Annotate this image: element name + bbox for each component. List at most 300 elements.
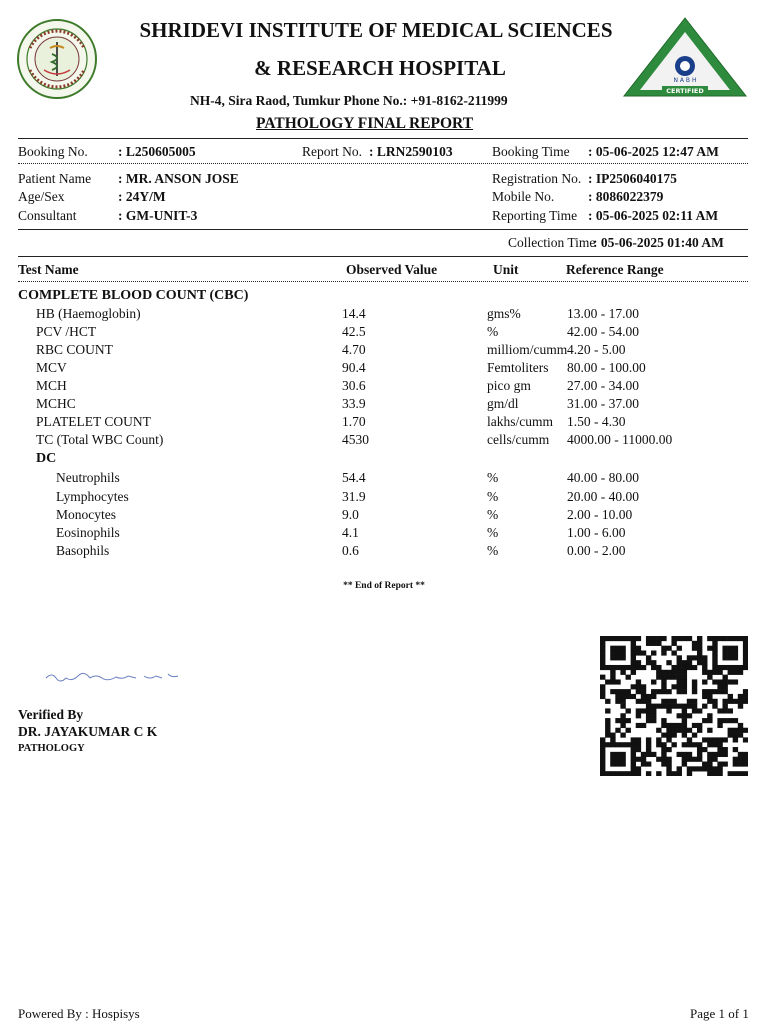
hospital-emblem-logo — [16, 18, 98, 100]
qr-module — [615, 699, 620, 704]
reference-range: 0.00 - 2.00 — [567, 543, 626, 558]
qr-module — [666, 747, 671, 752]
booking-time-label: Booking Time — [492, 144, 570, 159]
qr-module — [656, 737, 661, 742]
qr-module — [682, 689, 687, 694]
qr-module — [728, 728, 733, 733]
qr-module — [733, 737, 738, 742]
qr-module — [743, 665, 748, 670]
qr-module — [671, 665, 676, 670]
qr-module — [722, 699, 727, 704]
qr-module — [636, 650, 641, 655]
qr-module — [677, 660, 682, 665]
qr-module — [682, 670, 687, 675]
qr-module — [702, 737, 707, 742]
qr-module — [722, 646, 727, 651]
qr-module — [697, 766, 702, 771]
qr-module — [641, 689, 646, 694]
qr-module — [717, 762, 722, 767]
qr-module — [743, 636, 748, 641]
qr-module — [636, 747, 641, 752]
qr-module — [677, 689, 682, 694]
qr-module — [631, 771, 636, 776]
qr-module — [620, 771, 625, 776]
reference-range: 2.00 - 10.00 — [567, 507, 633, 522]
qr-module — [651, 641, 656, 646]
unit: % — [487, 489, 499, 504]
qr-module — [733, 728, 738, 733]
qr-module — [626, 689, 631, 694]
qr-module — [631, 766, 636, 771]
qr-module — [661, 646, 666, 651]
qr-module — [687, 757, 692, 762]
reporting-time-label: Reporting Time — [492, 208, 578, 223]
qr-module — [620, 733, 625, 738]
patient-name-label: Patient Name — [18, 171, 92, 186]
qr-module — [646, 742, 651, 747]
qr-module — [687, 771, 692, 776]
qr-module — [656, 665, 661, 670]
qr-module — [707, 694, 712, 699]
qr-module — [712, 641, 717, 646]
qr-module — [702, 747, 707, 752]
qr-module — [712, 757, 717, 762]
qr-module — [626, 675, 631, 680]
qr-module — [636, 636, 641, 641]
qr-module — [620, 757, 625, 762]
qr-module — [702, 704, 707, 709]
qr-module — [682, 713, 687, 718]
qr-module — [738, 757, 743, 762]
qr-module — [671, 728, 676, 733]
qr-module — [636, 766, 641, 771]
qr-module — [702, 660, 707, 665]
qr-module — [661, 699, 666, 704]
qr-module — [738, 723, 743, 728]
reference-range: 31.00 - 37.00 — [567, 396, 639, 411]
qr-module — [697, 747, 702, 752]
qr-module — [615, 742, 620, 747]
age-sex-value: : 24Y/M — [118, 189, 166, 204]
qr-module — [666, 771, 671, 776]
qr-module — [707, 771, 712, 776]
qr-module — [697, 636, 702, 641]
test-name: PCV /HCT — [36, 324, 97, 339]
qr-module — [712, 752, 717, 757]
qr-module — [631, 694, 636, 699]
qr-module — [605, 718, 610, 723]
unit: cells/cumm — [487, 432, 550, 447]
reference-range: 27.00 - 34.00 — [567, 378, 639, 393]
qr-module — [697, 646, 702, 651]
qr-module — [666, 766, 671, 771]
qr-module — [717, 742, 722, 747]
observed-value: 33.9 — [342, 396, 366, 411]
qr-module — [682, 675, 687, 680]
qr-module — [656, 771, 661, 776]
qr-module — [605, 679, 610, 684]
qr-module — [743, 646, 748, 651]
qr-module — [641, 762, 646, 767]
qr-module — [722, 737, 727, 742]
qr-module — [738, 694, 743, 699]
qr-module — [631, 655, 636, 660]
unit: pico gm — [487, 378, 531, 393]
doctor-name: DR. JAYAKUMAR C K — [18, 724, 158, 739]
qr-module — [702, 665, 707, 670]
qr-module — [605, 733, 610, 738]
test-name: MCH — [36, 378, 67, 393]
qr-module — [656, 636, 661, 641]
qr-module — [636, 713, 641, 718]
qr-module — [677, 665, 682, 670]
qr-module — [707, 752, 712, 757]
qr-module — [697, 728, 702, 733]
qr-module — [728, 646, 733, 651]
qr-module — [728, 733, 733, 738]
qr-module — [707, 742, 712, 747]
reference-range: 13.00 - 17.00 — [567, 306, 639, 321]
qr-module — [661, 675, 666, 680]
qr-module — [677, 766, 682, 771]
qr-module — [610, 733, 615, 738]
qr-module — [646, 737, 651, 742]
qr-module — [651, 694, 656, 699]
qr-module — [605, 665, 610, 670]
qr-module — [692, 684, 697, 689]
qr-module — [626, 771, 631, 776]
qr-module — [682, 665, 687, 670]
booking-time-value: : 05-06-2025 12:47 AM — [588, 144, 719, 159]
qr-module — [600, 757, 605, 762]
qr-module — [677, 752, 682, 757]
qr-module — [636, 689, 641, 694]
test-name: RBC COUNT — [36, 342, 113, 357]
qr-module — [605, 771, 610, 776]
qr-module — [641, 699, 646, 704]
qr-module — [733, 747, 738, 752]
qr-module — [707, 718, 712, 723]
qr-module — [722, 655, 727, 660]
qr-module — [702, 718, 707, 723]
qr-module — [661, 689, 666, 694]
qr-module — [707, 728, 712, 733]
qr-module — [743, 757, 748, 762]
qr-module — [661, 718, 666, 723]
qr-module — [646, 713, 651, 718]
qr-module — [728, 718, 733, 723]
qr-module — [646, 747, 651, 752]
qr-module — [610, 675, 615, 680]
qr-module — [722, 762, 727, 767]
qr-module — [717, 771, 722, 776]
observed-value: 4.1 — [342, 525, 359, 540]
qr-module — [666, 646, 671, 651]
qr-module — [626, 718, 631, 723]
qr-module — [666, 737, 671, 742]
qr-module — [661, 704, 666, 709]
qr-module — [687, 655, 692, 660]
badge-certified: CERTIFIED — [666, 87, 704, 95]
col-test-name: Test Name — [18, 262, 79, 277]
qr-module — [728, 694, 733, 699]
qr-module — [677, 771, 682, 776]
qr-module — [687, 660, 692, 665]
qr-module — [692, 742, 697, 747]
qr-module — [733, 718, 738, 723]
qr-module — [615, 694, 620, 699]
qr-module — [631, 737, 636, 742]
qr-module — [661, 684, 666, 689]
qr-module — [722, 665, 727, 670]
qr-module — [646, 718, 651, 723]
qr-module — [743, 771, 748, 776]
qr-module — [733, 670, 738, 675]
qr-module — [682, 728, 687, 733]
test-name: TC (Total WBC Count) — [36, 432, 164, 447]
qr-module — [717, 723, 722, 728]
qr-module — [605, 636, 610, 641]
patient-name-value: : MR. ANSON JOSE — [118, 171, 239, 186]
qr-module — [661, 670, 666, 675]
test-name: PLATELET COUNT — [36, 414, 151, 429]
qr-module — [646, 694, 651, 699]
observed-value: 54.4 — [342, 470, 366, 485]
qr-module — [722, 636, 727, 641]
qr-module — [677, 679, 682, 684]
qr-module — [600, 752, 605, 757]
qr-module — [687, 665, 692, 670]
hospital-name-line1: SHRIDEVI INSTITUTE OF MEDICAL SCIENCES — [139, 18, 613, 42]
reference-range: 4.20 - 5.00 — [567, 342, 626, 357]
qr-module — [733, 762, 738, 767]
qr-module — [615, 636, 620, 641]
qr-module — [636, 757, 641, 762]
observed-value: 42.5 — [342, 324, 366, 339]
qr-module — [733, 733, 738, 738]
qr-code-icon — [600, 636, 748, 776]
qr-module — [733, 699, 738, 704]
qr-module — [692, 708, 697, 713]
qr-module — [600, 762, 605, 767]
qr-module — [692, 704, 697, 709]
qr-module — [717, 718, 722, 723]
test-name: Lymphocytes — [56, 489, 129, 504]
qr-module — [692, 689, 697, 694]
qr-module — [631, 665, 636, 670]
qr-module — [641, 757, 646, 762]
qr-module — [666, 757, 671, 762]
qr-module — [677, 655, 682, 660]
hospital-address: NH-4, Sira Raod, Tumkur Phone No.: +91-8162-211999 — [190, 93, 508, 108]
qr-module — [600, 747, 605, 752]
qr-module — [733, 655, 738, 660]
qr-module — [656, 704, 661, 709]
qr-module — [677, 704, 682, 709]
qr-module — [712, 742, 717, 747]
qr-module — [636, 737, 641, 742]
qr-module — [677, 675, 682, 680]
qr-module — [687, 636, 692, 641]
qr-module — [728, 699, 733, 704]
report-title: PATHOLOGY FINAL REPORT — [256, 115, 474, 132]
qr-module — [682, 708, 687, 713]
qr-module — [687, 699, 692, 704]
qr-module — [712, 670, 717, 675]
qr-module — [717, 670, 722, 675]
qr-module — [702, 694, 707, 699]
qr-module — [605, 742, 610, 747]
qr-module — [656, 670, 661, 675]
qr-module — [636, 665, 641, 670]
qr-module — [671, 742, 676, 747]
qr-module — [692, 733, 697, 738]
qr-module — [615, 771, 620, 776]
qr-module — [738, 728, 743, 733]
qr-module — [620, 636, 625, 641]
observed-value: 1.70 — [342, 414, 366, 429]
qr-module — [615, 728, 620, 733]
qr-module — [631, 742, 636, 747]
qr-module — [677, 713, 682, 718]
reporting-time-value: : 05-06-2025 02:11 AM — [588, 208, 719, 223]
qr-module — [615, 665, 620, 670]
badge-sub: N A B H — [673, 77, 697, 84]
qr-module — [620, 718, 625, 723]
qr-module — [712, 655, 717, 660]
qr-module — [697, 660, 702, 665]
qr-module — [712, 650, 717, 655]
qr-module — [620, 694, 625, 699]
qr-module — [671, 670, 676, 675]
qr-module — [707, 713, 712, 718]
qr-module — [728, 679, 733, 684]
qr-module — [656, 728, 661, 733]
qr-module — [692, 646, 697, 651]
qr-module — [610, 665, 615, 670]
qr-module — [702, 762, 707, 767]
qr-module — [707, 766, 712, 771]
qr-module — [610, 670, 615, 675]
qr-module — [620, 762, 625, 767]
qr-module — [702, 670, 707, 675]
qr-module — [666, 670, 671, 675]
qr-module — [646, 771, 651, 776]
qr-module — [661, 723, 666, 728]
qr-module — [743, 689, 748, 694]
qr-module — [702, 655, 707, 660]
unit: % — [487, 525, 499, 540]
qr-module — [641, 708, 646, 713]
qr-module — [687, 713, 692, 718]
qr-module — [722, 752, 727, 757]
qr-module — [687, 737, 692, 742]
qr-module — [671, 641, 676, 646]
registration-value: : IP2506040175 — [588, 171, 677, 186]
collection-time-label: Collection Time — [508, 235, 596, 250]
signature — [44, 668, 184, 688]
qr-module — [702, 679, 707, 684]
qr-module — [620, 713, 625, 718]
qr-module — [605, 723, 610, 728]
qr-module — [646, 704, 651, 709]
qr-module — [743, 660, 748, 665]
qr-module — [682, 660, 687, 665]
collection-time-value: : 05-06-2025 01:40 AM — [593, 235, 724, 250]
qr-module — [666, 708, 671, 713]
qr-module — [682, 733, 687, 738]
qr-module — [651, 708, 656, 713]
department: PATHOLOGY — [18, 743, 85, 754]
unit: % — [487, 543, 499, 558]
observed-value: 4530 — [342, 432, 369, 447]
qr-module — [636, 723, 641, 728]
qr-module — [620, 704, 625, 709]
qr-module — [738, 670, 743, 675]
qr-module — [646, 699, 651, 704]
observed-value: 31.9 — [342, 489, 366, 504]
qr-module — [661, 742, 666, 747]
qr-module — [738, 665, 743, 670]
qr-module — [697, 708, 702, 713]
qr-module — [651, 660, 656, 665]
qr-module — [636, 771, 641, 776]
reference-range: 1.00 - 6.00 — [567, 525, 626, 540]
qr-module — [610, 771, 615, 776]
qr-module — [707, 737, 712, 742]
divider-mid — [18, 229, 748, 230]
qr-module — [733, 636, 738, 641]
qr-module — [733, 757, 738, 762]
qr-module — [682, 723, 687, 728]
qr-module — [682, 757, 687, 762]
qr-module — [620, 650, 625, 655]
test-name: MCHC — [36, 396, 76, 411]
qr-module — [702, 766, 707, 771]
signature-icon — [44, 668, 184, 688]
qr-module — [636, 708, 641, 713]
qr-module — [697, 723, 702, 728]
qr-module — [738, 704, 743, 709]
qr-module — [702, 689, 707, 694]
qr-module — [671, 684, 676, 689]
report-no-label: Report No. — [302, 144, 362, 159]
reference-range: 1.50 - 4.30 — [567, 414, 626, 429]
observed-value: 90.4 — [342, 360, 366, 375]
qr-module — [610, 757, 615, 762]
qr-module — [661, 752, 666, 757]
qr-module — [671, 723, 676, 728]
qr-module — [615, 646, 620, 651]
qr-module — [682, 762, 687, 767]
qr-module — [636, 646, 641, 651]
qr-module — [717, 708, 722, 713]
qr-module — [712, 665, 717, 670]
qr-module — [641, 684, 646, 689]
qr-module — [646, 641, 651, 646]
qr-module — [728, 650, 733, 655]
qr-module — [646, 708, 651, 713]
unit: lakhs/cumm — [487, 414, 553, 429]
qr-module — [636, 699, 641, 704]
qr-module — [610, 679, 615, 684]
qr-module — [677, 636, 682, 641]
divider-dotted-1 — [18, 163, 748, 164]
qr-module — [697, 742, 702, 747]
qr-module — [682, 679, 687, 684]
qr-module — [661, 650, 666, 655]
qr-module — [656, 641, 661, 646]
